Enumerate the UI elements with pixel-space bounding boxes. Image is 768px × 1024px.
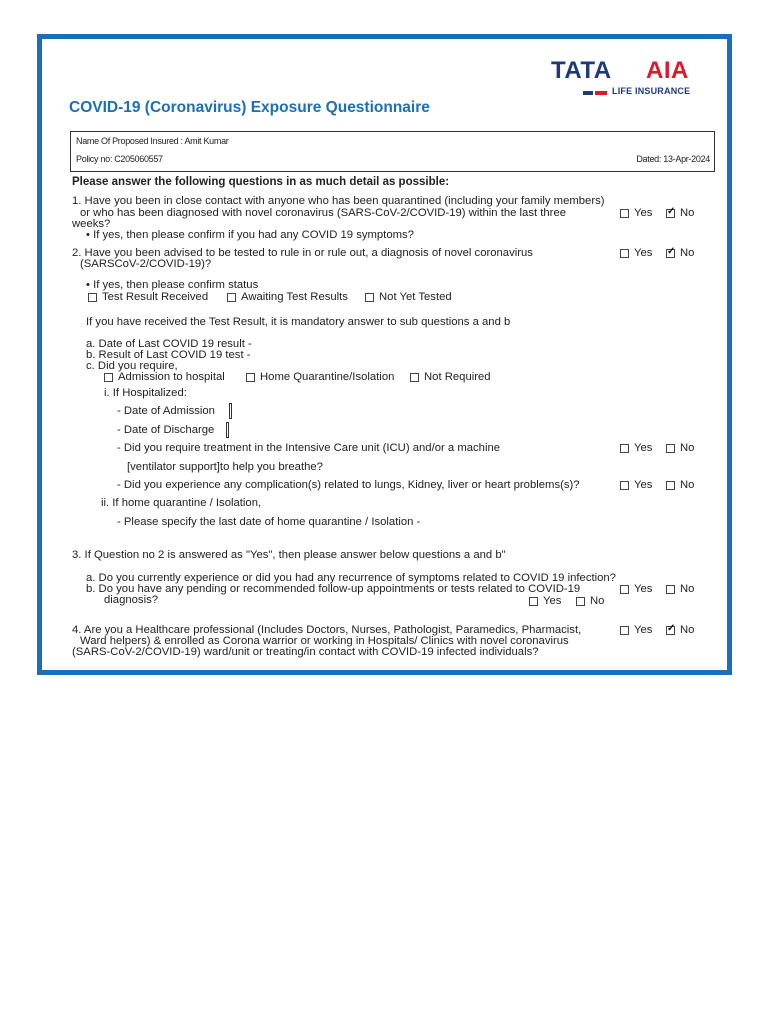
icu-no-label: No xyxy=(680,442,695,454)
q3-sub-b-line1: b. Do you have any pending or recommended follow-up appointments or tests related to COVID-19 xyxy=(86,583,581,595)
tata-aia-logo xyxy=(551,57,706,99)
q4-text-line1: 4. Are you a Healthcare professional (Includes Doctors, Nurses, Pathologist, Paramedics, Pharmacist, xyxy=(72,624,582,636)
icu-no-checkbox[interactable] xyxy=(666,444,675,453)
q2-no-label: No xyxy=(680,247,695,259)
q4-text-line3: (SARS-CoV-2/COVID-19) ward/unit or treating/in contact with COVID-19 infected individuals? xyxy=(72,646,539,658)
complication-yes-checkbox[interactable] xyxy=(620,481,629,490)
admission-date-label: - Date of Admission xyxy=(117,405,215,417)
hospitalized-label: i. If Hospitalized: xyxy=(104,387,187,399)
q1-no-label: No xyxy=(680,207,695,219)
logo-bar-blue xyxy=(583,91,593,95)
complication-question: - Did you experience any complication(s) related to lungs, Kidney, liver or heart problems(s)? xyxy=(117,479,580,491)
status-test-received-label: Test Result Received xyxy=(102,291,209,303)
q3b-no-label: No xyxy=(590,595,605,607)
icu-yes-checkbox[interactable] xyxy=(620,444,629,453)
q4-no-label: No xyxy=(680,624,695,636)
c-home-quarantine-checkbox[interactable] xyxy=(246,373,255,382)
home-quarantine-date-question: - Please specify the last date of home quarantine / Isolation - xyxy=(117,516,421,528)
status-test-received-checkbox[interactable] xyxy=(88,293,97,302)
q1-text-line2: or who has been diagnosed with novel coronavirus (SARS-CoV-2/COVID-19) within the last three xyxy=(80,207,567,219)
q3a-yes-label: Yes xyxy=(634,583,653,595)
insured-info-box xyxy=(70,131,715,172)
q2-sub-b: b. Result of Last COVID 19 test - xyxy=(86,349,251,361)
icu-question-line2: [ventilator support]to help you breathe? xyxy=(127,461,323,473)
status-not-tested-label: Not Yet Tested xyxy=(379,291,452,303)
q1-no-checkbox[interactable] xyxy=(666,206,676,218)
q2-status-prompt: • If yes, then please confirm status xyxy=(86,279,259,291)
q2-sub-c: c. Did you require, xyxy=(86,360,178,372)
dated-label: Dated: 13-Apr-2024 xyxy=(636,154,710,164)
icu-question-line1: - Did you require treatment in the Intensive Care unit (ICU) and/or a machine xyxy=(117,442,501,454)
q1-text-line3: weeks? xyxy=(72,218,111,230)
complication-no-checkbox[interactable] xyxy=(666,481,675,490)
q3b-yes-label: Yes xyxy=(543,595,562,607)
policy-number: Policy no: C205060557 xyxy=(76,154,163,164)
icu-yes-label: Yes xyxy=(634,442,653,454)
q3-text: 3. If Question no 2 is answered as "Yes", then please answer below questions a and b" xyxy=(72,549,506,561)
page-title: COVID-19 (Coronavirus) Exposure Questionnaire xyxy=(69,99,430,116)
logo-aia-text: AIA xyxy=(646,57,689,84)
check-icon: ✓ xyxy=(667,246,676,257)
q2-yes-checkbox[interactable] xyxy=(620,249,629,258)
q2-no-checkbox[interactable] xyxy=(666,246,676,258)
c-home-quarantine-label: Home Quarantine/Isolation xyxy=(260,371,395,383)
c-not-required-label: Not Required xyxy=(424,371,491,383)
q3a-no-label: No xyxy=(680,583,695,595)
discharge-date-field[interactable] xyxy=(226,422,229,438)
q3-sub-a: a. Do you currently experience or did you had any recurrence of symptoms related to COVID 19 infection? xyxy=(86,572,616,584)
q1-text-line1: 1. Have you been in close contact with anyone who has been quarantined (including your family members) xyxy=(72,195,605,207)
q3b-yes-checkbox[interactable] xyxy=(529,597,538,606)
logo-tata-text: TATA xyxy=(551,57,612,84)
q2-text-line1: 2. Have you been advised to be tested to rule in or rule out, a diagnosis of novel coronavirus xyxy=(72,247,533,259)
q3a-yes-checkbox[interactable] xyxy=(620,585,629,594)
admission-date-field[interactable] xyxy=(229,403,232,419)
q2-mandatory-note: If you have received the Test Result, it is mandatory answer to sub questions a and b xyxy=(86,316,511,328)
complication-no-label: No xyxy=(680,479,695,491)
q4-text-line2: Ward helpers) & enrolled as Corona warrior or working in Hospitals/ Clinics with novel coronavirus xyxy=(80,635,569,647)
check-icon: ✓ xyxy=(667,623,676,634)
q3-sub-b-line2: diagnosis? xyxy=(104,594,159,606)
q4-no-checkbox[interactable] xyxy=(666,623,676,635)
discharge-date-label: - Date of Discharge xyxy=(117,424,215,436)
q2-sub-a: a. Date of Last COVID 19 result - xyxy=(86,338,252,350)
q2-text-line2: (SARSCoV-2/COVID-19)? xyxy=(80,258,212,270)
q1-subquestion: • If yes, then please confirm if you had any COVID 19 symptoms? xyxy=(86,229,414,241)
complication-yes-label: Yes xyxy=(634,479,653,491)
q3a-no-checkbox[interactable] xyxy=(666,585,675,594)
logo-subtitle: LIFE INSURANCE xyxy=(612,86,691,96)
c-not-required-checkbox[interactable] xyxy=(410,373,419,382)
c-admission-label: Admission to hospital xyxy=(118,371,225,383)
home-quarantine-label: ii. If home quarantine / Isolation, xyxy=(101,497,262,509)
q4-yes-checkbox[interactable] xyxy=(620,626,629,635)
q2-yes-label: Yes xyxy=(634,247,653,259)
status-awaiting-label: Awaiting Test Results xyxy=(241,291,348,303)
q4-yes-label: Yes xyxy=(634,624,653,636)
q1-yes-label: Yes xyxy=(634,207,653,219)
status-awaiting-checkbox[interactable] xyxy=(227,293,236,302)
check-icon: ✓ xyxy=(667,206,676,217)
logo-bar-red xyxy=(595,91,607,95)
q3b-no-checkbox[interactable] xyxy=(576,597,585,606)
c-admission-checkbox[interactable] xyxy=(104,373,113,382)
q1-yes-checkbox[interactable] xyxy=(620,209,629,218)
insured-name: Name Of Proposed Insured : Amit Kumar xyxy=(76,136,229,146)
status-not-tested-checkbox[interactable] xyxy=(365,293,374,302)
instructions-heading: Please answer the following questions in as much detail as possible: xyxy=(72,176,450,188)
